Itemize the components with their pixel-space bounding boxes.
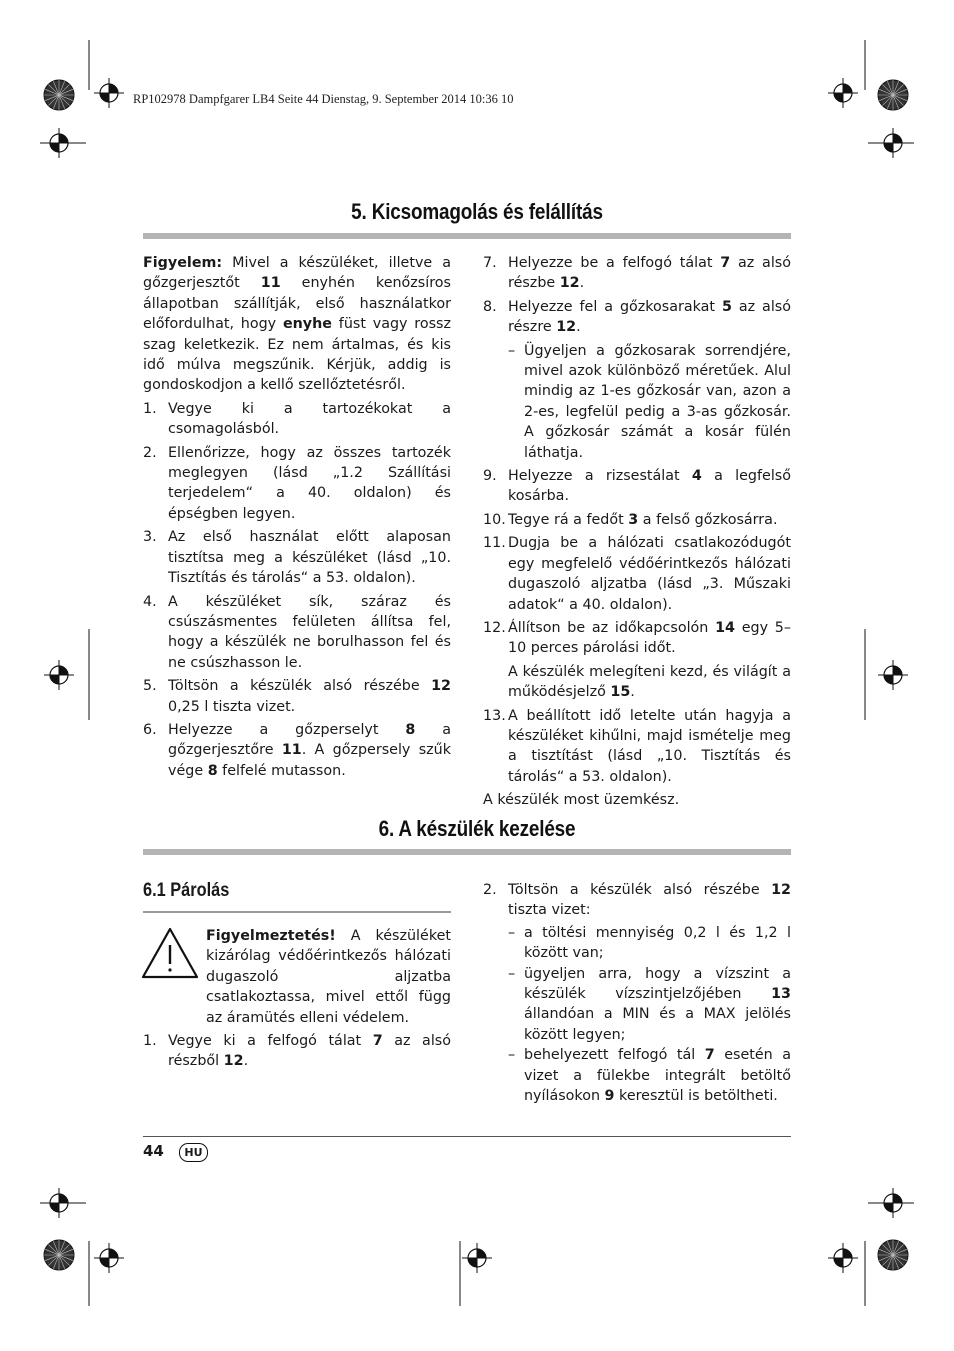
section-5-title: 5. Kicsomagolás és felállítás <box>351 199 603 224</box>
print-info: RP102978 Dampfgarer LB4 Seite 44 Dienstag, 9. September 2014 10:36 10 <box>133 92 514 106</box>
step-8: 8. Helyezze fel a gőzkosarakat 5 az alsó részre 12. <box>483 298 791 336</box>
step-6: 6. Helyezze a gőzperselyt 8 a gőzgerjesztőre 11. A gőzpersely szűk vége 8 felfelé mutasson. <box>143 721 451 779</box>
step-6-2: 2. Töltsön a készülék alsó részébe 12 tiszta vizet: <box>483 882 791 919</box>
step-8-note: – Ügyeljen a gőzkosarak sorrendjére, mivel azok különböző méretűek. Alul mindig az 1-es gőzkosár van, azon a 2-es, legfelül pedig a 3-as gőzkosár. A gőzkosár számát a kosár fülén láthatja. <box>508 342 791 461</box>
footer-rule <box>143 1136 791 1137</box>
step-6-2-sub-1: – a töltési mennyiség 0,2 l és 1,2 l között van; <box>508 924 791 962</box>
step-4: 4. A készüléket sík, száraz és csúszásmentes felületen állítsa fel, hogy a készülék ne borulhasson fel és ne csúszhasson le. <box>143 593 451 671</box>
step-6-2-sub-3: – behelyezett felfogó tál 7 esetén a vizet a fülekbe integrált betöltő nyílásokon 9 keresztül is betöltheti. <box>508 1047 791 1105</box>
section-5-rule <box>143 233 791 239</box>
step-2: 2. Ellenőrizze, hogy az összes tartozék meglegyen (lásd „1.2 Szállítási terjedelem“ a 40. oldalon) és épségben legyen. <box>143 444 451 522</box>
section-6-warning: Figyelmeztetés! A készüléket kizárólag védőérintkezős hálózati dugaszoló aljzatba csatlakoztassa, mivel ettől függ az áramütés elleni védelem. <box>206 928 451 1026</box>
section-5-left-column <box>143 253 451 781</box>
step-6-2-sub-2: – ügyeljen arra, hogy a vízszint a készülék vízszintjelzőjében 13 állandóan a MIN és a MAX jelölés között legyen; <box>508 965 791 1043</box>
step-5: 5. Töltsön a készülék alsó részébe 12 0,25 l tiszta vizet. <box>143 678 451 715</box>
warning-triangle-icon <box>140 926 200 980</box>
section-6-right-column <box>483 880 791 1106</box>
step-10: 10. Tegye rá a fedőt 3 a felső gőzkosárra. <box>483 511 778 528</box>
step-1: 1. Vegye ki a tartozékokat a csomagolásból. <box>143 400 451 438</box>
language-badge: HU <box>179 1143 208 1162</box>
section-6-left-steps <box>143 1031 451 1072</box>
page-number: 44 <box>143 1142 164 1160</box>
warning-paragraph: Figyelem: Mivel a készüléket, illetve a gőzgerjesztőt 11 enyhén kenőzsíros állapotban szállítják, első használatkor előfordulhat, hogy enyhe füst vagy rossz szag keletkezik. Ez nem ártalmas, és kis idő múlva megszűnik. Kérjük, addig is gondoskodjon a kellő szellőztetésről. <box>143 255 451 394</box>
step-6-1: 1. Vegye ki a felfogó tálat 7 az alsó részből 12. <box>143 1033 451 1070</box>
section-6-rule <box>143 849 791 855</box>
step-12: 12. Állítson be az időkapcsolón 14 egy 5–10 perces párolási időt. <box>483 619 791 657</box>
closing-note: A készülék most üzemkész. <box>483 792 680 809</box>
step-9: 9. Helyezze a rizsestálat 4 a legfelső kosárba. <box>483 468 791 505</box>
step-13: 13. A beállított idő letelte után hagyja a készüléket kihűlni, majd ismételje meg a tisztítást (lásd „10. Tisztítás és tárolás“ a 53. oldalon). <box>483 707 791 785</box>
step-12-note: A készülék melegíteni kezd, és világít a működésjelző 15. <box>508 663 791 701</box>
step-3: 3. Az első használat előtt alaposan tisztítsa meg a készüléket (lásd „10. Tisztítás és tárolás“ a 53. oldalon). <box>143 529 451 587</box>
warning-label: Figyelem: <box>143 255 223 271</box>
section-5-right-column <box>483 253 791 811</box>
subsection-title: 6.1 Párolás <box>143 880 230 901</box>
step-11: 11. Dugja be a hálózati csatlakozódugót egy megfelelő védőérintkezős hálózati dugaszoló aljzatba (lásd „3. Műszaki adatok“ a 40. oldalon). <box>483 535 791 613</box>
section-6-title: 6. A készülék kezelése <box>378 816 576 841</box>
subsection-rule <box>143 911 451 913</box>
step-7: 7. Helyezze be a felfogó tálat 7 az alsó részbe 12. <box>483 255 791 292</box>
warning-label-6: Figyelmeztetés! <box>206 928 336 944</box>
